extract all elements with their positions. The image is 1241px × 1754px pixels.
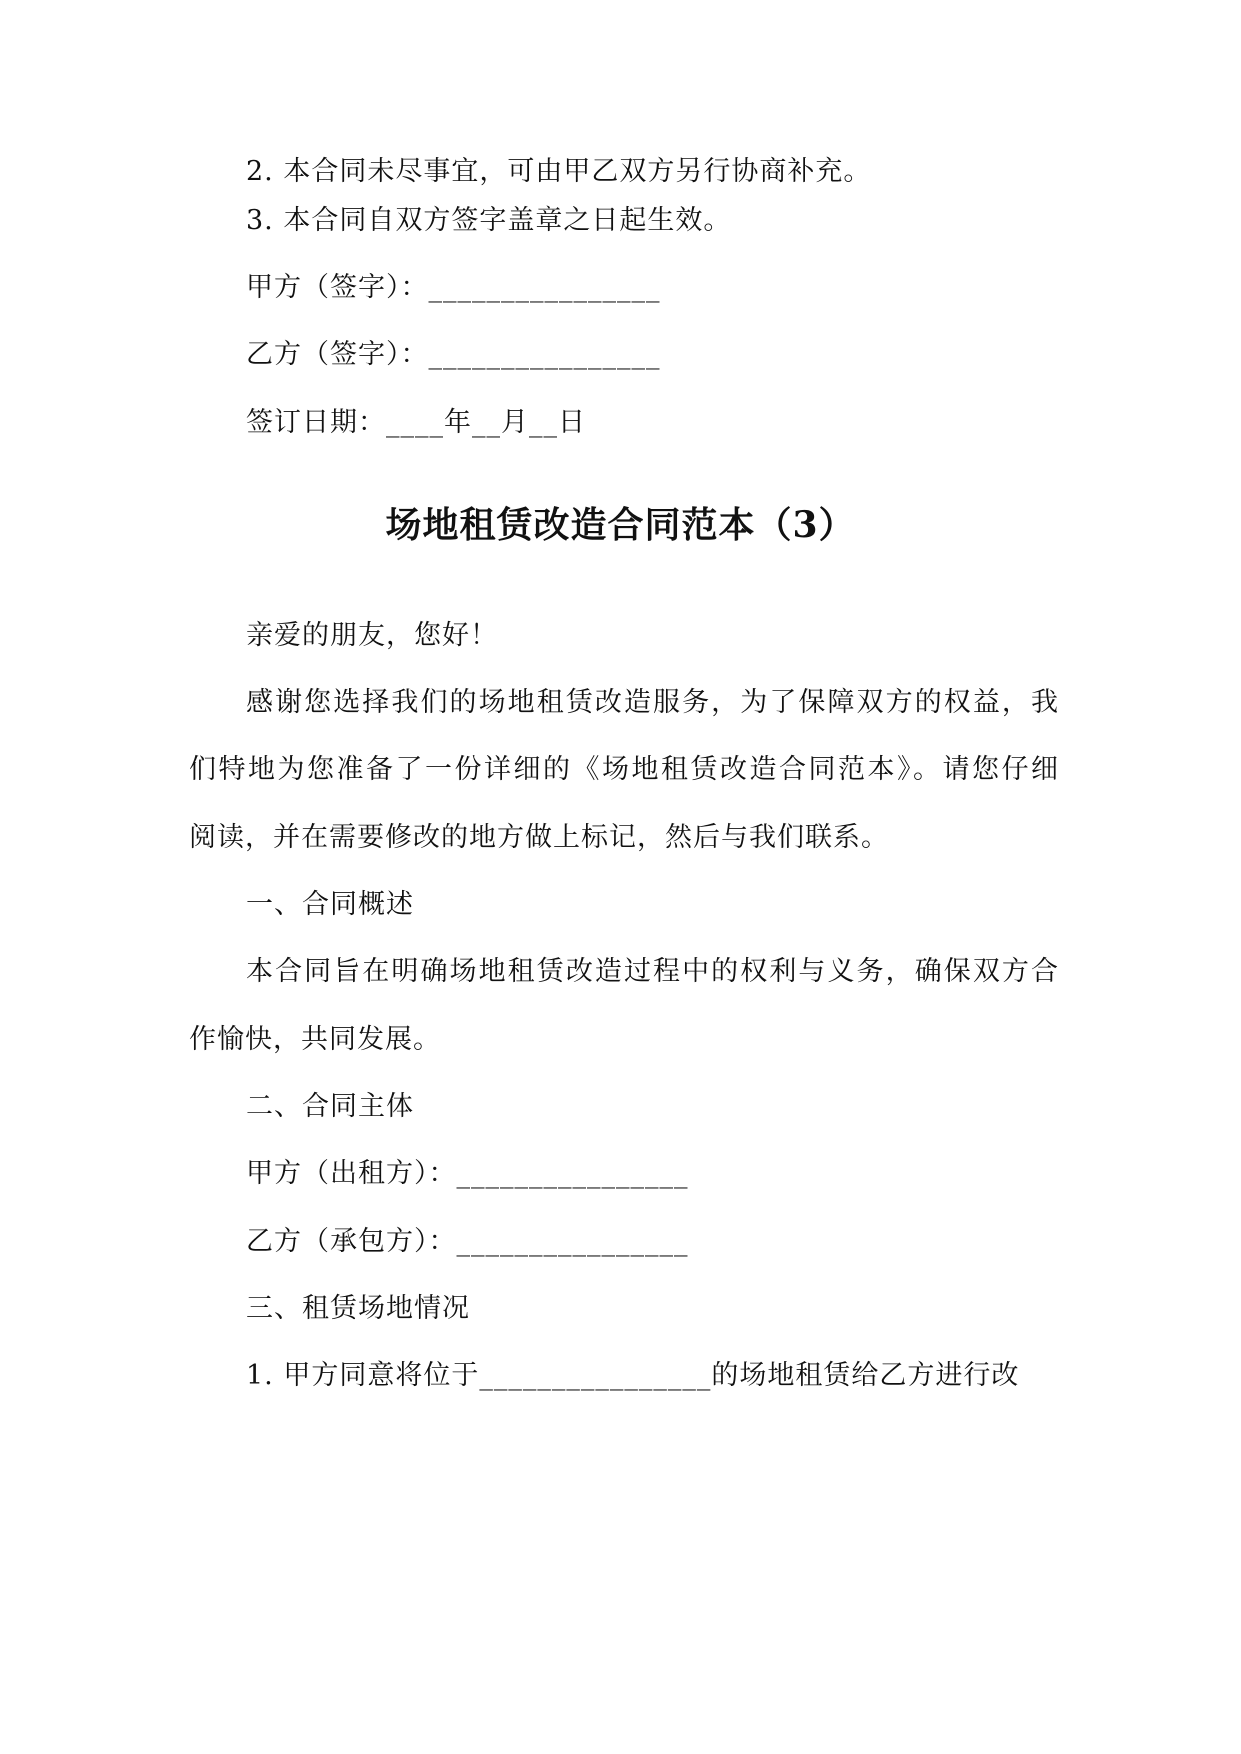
party-a-signature-line: 甲方（签字）：________________ <box>246 272 661 303</box>
intro-paragraph-line-2: 们特地为您准备了一份详细的《场地租赁改造合同范本》。请您仔细 <box>189 754 1059 785</box>
party-b-signature-line: 乙方（签字）：________________ <box>246 339 661 370</box>
contractor-line: 乙方（承包方）：________________ <box>246 1226 689 1257</box>
intro-paragraph-line-1: 感谢您选择我们的场地租赁改造服务，为了保障双方的权益，我 <box>246 687 1059 718</box>
greeting: 亲爱的朋友，您好！ <box>246 620 498 651</box>
section-heading-premises: 三、租赁场地情况 <box>246 1293 470 1324</box>
section-heading-overview: 一、合同概述 <box>246 889 414 920</box>
clause-3: 3. 本合同自双方签字盖章之日起生效。 <box>246 205 732 236</box>
lessor-line: 甲方（出租方）：________________ <box>246 1158 689 1189</box>
section-heading-parties: 二、合同主体 <box>246 1091 414 1122</box>
overview-paragraph-line-1: 本合同旨在明确场地租赁改造过程中的权利与义务，确保双方合 <box>246 956 1059 987</box>
premises-clause-1: 1. 甲方同意将位于________________的场地租赁给乙方进行改 <box>246 1360 1020 1391</box>
overview-paragraph-line-2: 作愉快，共同发展。 <box>189 1024 441 1055</box>
clause-2: 2. 本合同未尽事宜，可由甲乙双方另行协商补充。 <box>246 156 872 187</box>
intro-paragraph-line-3: 阅读，并在需要修改的地方做上标记，然后与我们联系。 <box>189 822 889 853</box>
document-title: 场地租赁改造合同范本（3） <box>385 504 856 546</box>
signing-date-line: 签订日期：____年__月__日 <box>246 407 586 438</box>
